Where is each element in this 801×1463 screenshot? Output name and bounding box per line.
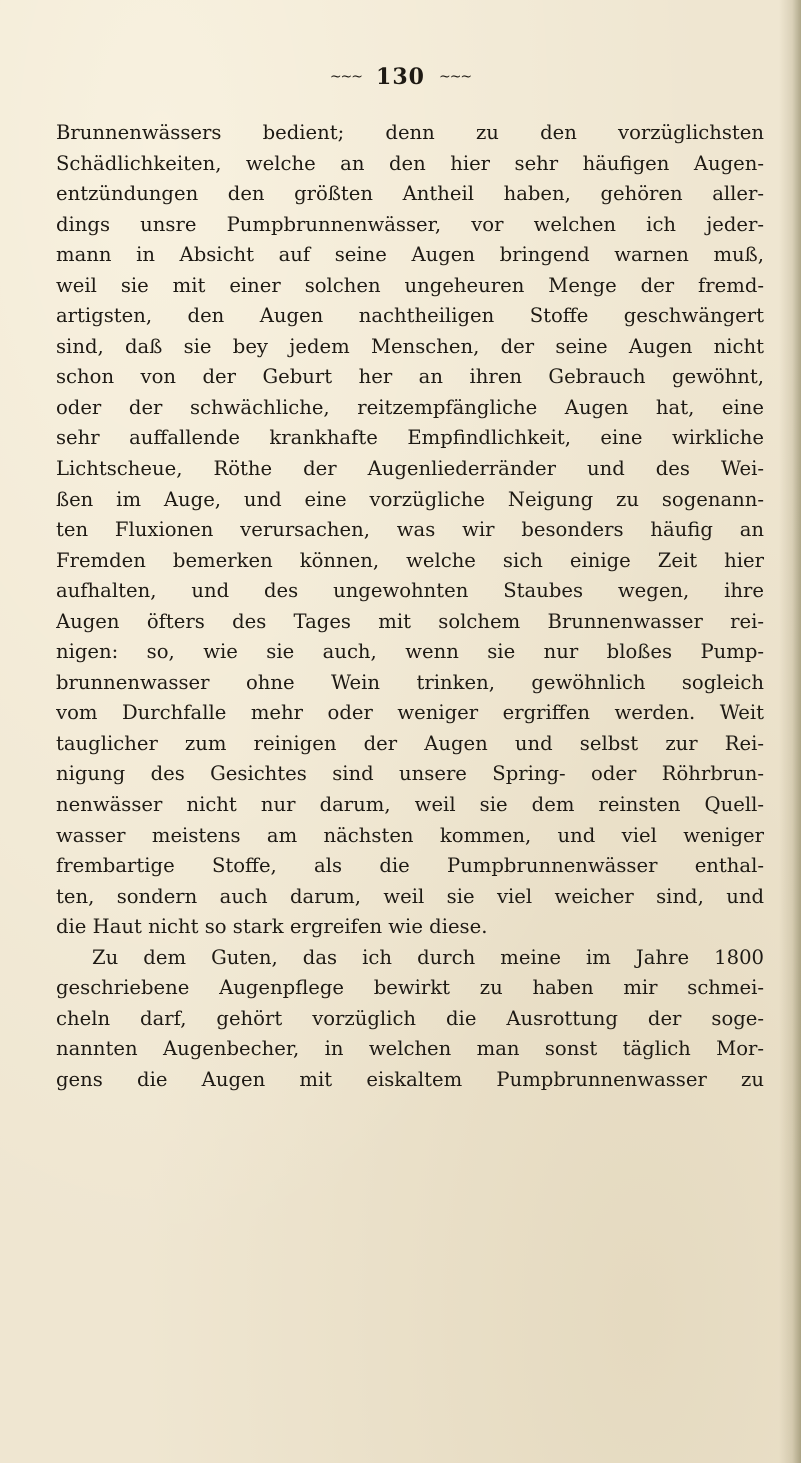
text-line: Schädlichkeiten, welche an den hier sehr häufigen Augen- <box>56 151 764 175</box>
text-line: geschriebene Augenpflege bewirkt zu haben mir schmei- <box>56 976 764 1000</box>
text-line: ten, sondern auch darum, weil sie viel weicher sind, und <box>56 884 764 908</box>
text-line: aufhalten, und des ungewohnten Staubes wegen, ihre <box>56 579 764 603</box>
text-line: tauglicher zum reinigen der Augen und selbst zur Rei- <box>56 731 764 755</box>
text-line: mann in Absicht auf seine Augen bringend warnen muß, <box>56 243 764 267</box>
text-line: oder der schwächliche, reitzempfängliche Augen hat, eine <box>56 395 764 419</box>
text-line-paragraph-start: Zu dem Guten, das ich durch meine im Jahre 1800 <box>92 945 764 969</box>
text-line: nigung des Gesichtes sind unsere Spring- oder Röhrbrun- <box>56 762 764 786</box>
header-ornament-right: ~~~ <box>438 69 472 85</box>
text-line: ten Fluxionen verursachen, was wir besonders häufig an <box>56 518 764 542</box>
text-line: Brunnenwässers bedient; denn zu den vorzüglichsten <box>56 121 764 144</box>
text-line: dings unsre Pumpbrunnenwässer, vor welchen ich jeder- <box>56 212 764 236</box>
text-line: Augen öfters des Tages mit solchem Brunnenwasser rei- <box>56 609 764 633</box>
text-line: artigsten, den Augen nachtheiligen Stoffe geschwängert <box>56 304 764 328</box>
page-edge-shadow <box>779 0 801 1463</box>
text-line: die Haut nicht so stark ergreifen wie diese. <box>56 915 488 939</box>
text-line: weil sie mit einer solchen ungeheuren Menge der fremd- <box>56 273 764 297</box>
text-line: entzündungen den größten Antheil haben, gehören aller- <box>56 182 764 206</box>
text-line: nigen: so, wie sie auch, wenn sie nur bloßes Pump- <box>56 640 764 664</box>
text-line: brunnenwasser ohne Wein trinken, gewöhnlich sogleich <box>56 670 764 694</box>
text-line: sehr auffallende krankhafte Empfindlichkeit, eine wirkliche <box>56 426 764 450</box>
text-line: sind, daß sie bey jedem Menschen, der seine Augen nicht <box>56 334 764 358</box>
text-line: frembartige Stoffe, als die Pumpbrunnenwässer enthal- <box>56 854 764 878</box>
text-line: ßen im Auge, und eine vorzügliche Neigung zu sogenann- <box>56 487 764 511</box>
text-line: nenwässer nicht nur darum, weil sie dem reinsten Quell- <box>56 793 764 817</box>
body-text <box>56 118 764 1096</box>
text-line: Fremden bemerken können, welche sich einige Zeit hier <box>56 548 764 572</box>
text-line: Lichtscheue, Röthe der Augenliederränder und des Wei- <box>56 457 764 481</box>
page-header <box>0 64 801 90</box>
text-line: cheln darf, gehört vorzüglich die Ausrottung der soge- <box>56 1006 764 1030</box>
page-number: 130 <box>376 64 425 90</box>
header-ornament-left: ~~~ <box>329 69 363 85</box>
text-line: vom Durchfalle mehr oder weniger ergriffen werden. Weit <box>56 701 764 725</box>
text-line: gens die Augen mit eiskaltem Pumpbrunnenwasser zu <box>56 1067 764 1091</box>
text-line: nannten Augenbecher, in welchen man sonst täglich Mor- <box>56 1037 764 1061</box>
text-line: schon von der Geburt her an ihren Gebrauch gewöhnt, <box>56 365 764 389</box>
text-line: wasser meistens am nächsten kommen, und viel weniger <box>56 823 764 847</box>
